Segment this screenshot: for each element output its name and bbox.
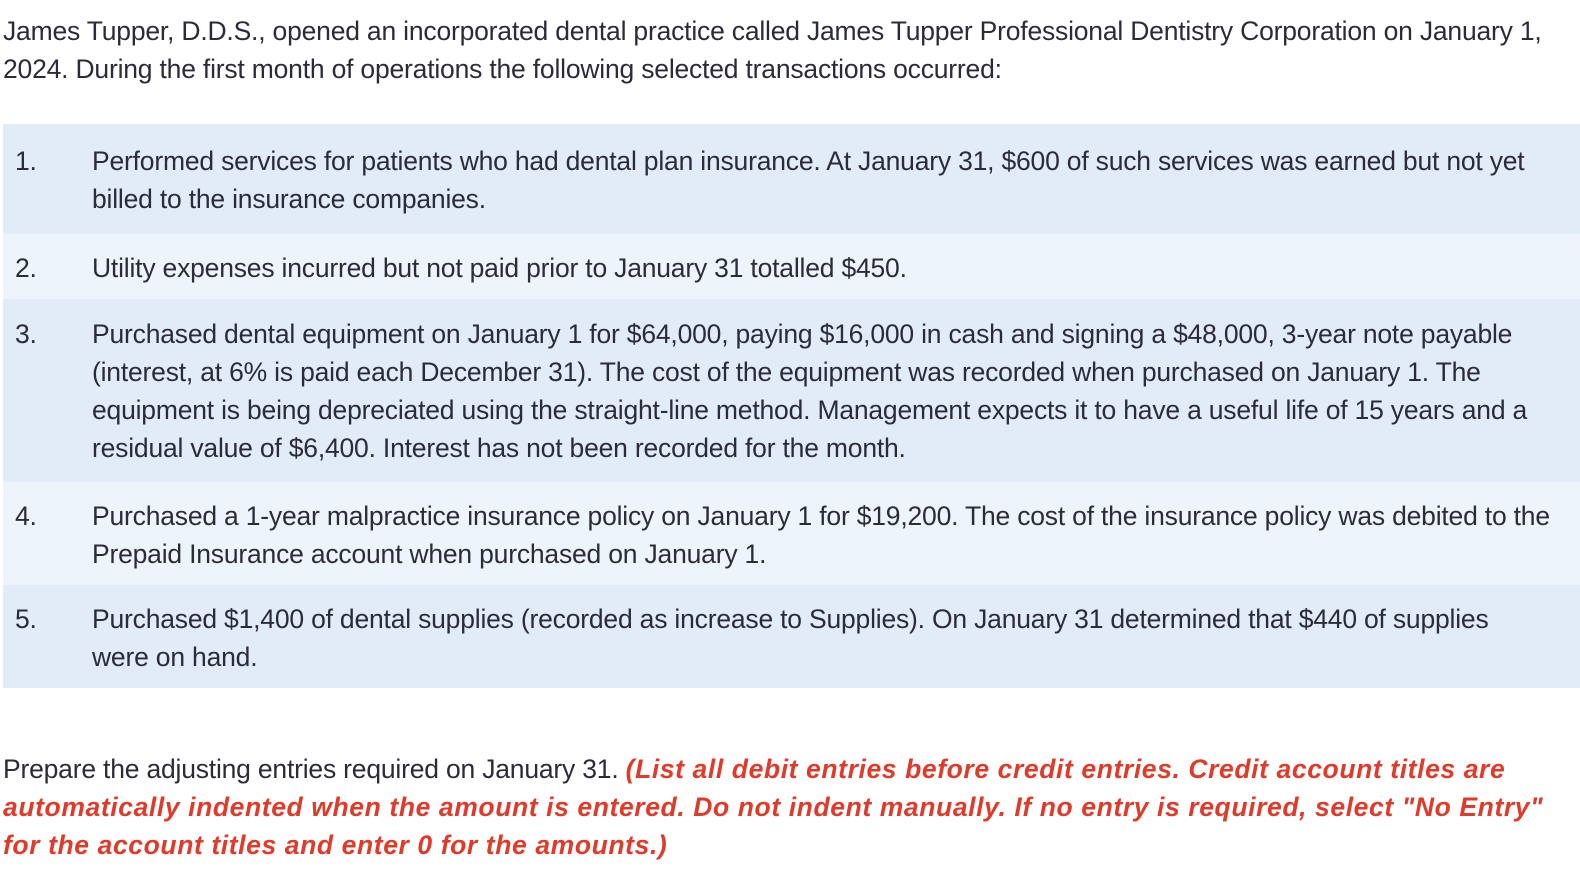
transaction-number: 5.: [15, 604, 37, 634]
transaction-text: Purchased a 1-year malpractice insurance policy on January 1 for $19,200. The cost of the insurance policy was debited to the Prepaid Insurance account when purchased on January 1.: [92, 501, 1550, 569]
transaction-number: 3.: [15, 319, 37, 349]
intro-paragraph: James Tupper, D.D.S., opened an incorporated dental practice called James Tupper Professional Dentistry Corporation on January 1, 2024. During the first month of operations the following selected transactions occurred:: [3, 16, 1542, 84]
transactions-table: [3, 124, 1580, 688]
transaction-text: Performed services for patients who had dental plan insurance. At January 31, $600 of such services was earned but not yet billed to the insurance companies.: [92, 146, 1525, 214]
transaction-row-1: [3, 124, 1580, 234]
instructions-paragraph: [3, 750, 1563, 864]
transaction-number: 4.: [15, 501, 37, 531]
transaction-number: 1.: [15, 146, 37, 176]
transaction-row-4: [3, 482, 1580, 585]
transaction-text: Utility expenses incurred but not paid prior to January 31 totalled $450.: [92, 253, 907, 283]
transaction-row-5: [3, 585, 1580, 688]
transaction-row-3: [3, 299, 1580, 482]
prompt-instruction: (List all debit entries before credit entries. Credit account titles are automatically indented when the amount is entered. Do not indent manually. If no entry is required, select "No Entry" for the account titles and enter 0 for the amounts.): [3, 754, 1544, 860]
transaction-number: 2.: [15, 253, 37, 283]
transaction-text: Purchased dental equipment on January 1 for $64,000, paying $16,000 in cash and signing a $48,000, 3-year note payable (interest, at 6% is paid each December 31). The cost of the equipment was recorded when purchased on January 1. The equipment is being depreciated using the straight-line method. Management expects it to have a useful life of 15 years and a residual value of $6,400. Interest has not been recorded for the month.: [92, 319, 1528, 463]
prompt-lead: Prepare the adjusting entries required on January 31.: [3, 754, 626, 784]
transaction-row-2: [3, 234, 1580, 299]
transaction-text: Purchased $1,400 of dental supplies (recorded as increase to Supplies). On January 31 determined that $440 of supplies were on hand.: [92, 604, 1489, 672]
